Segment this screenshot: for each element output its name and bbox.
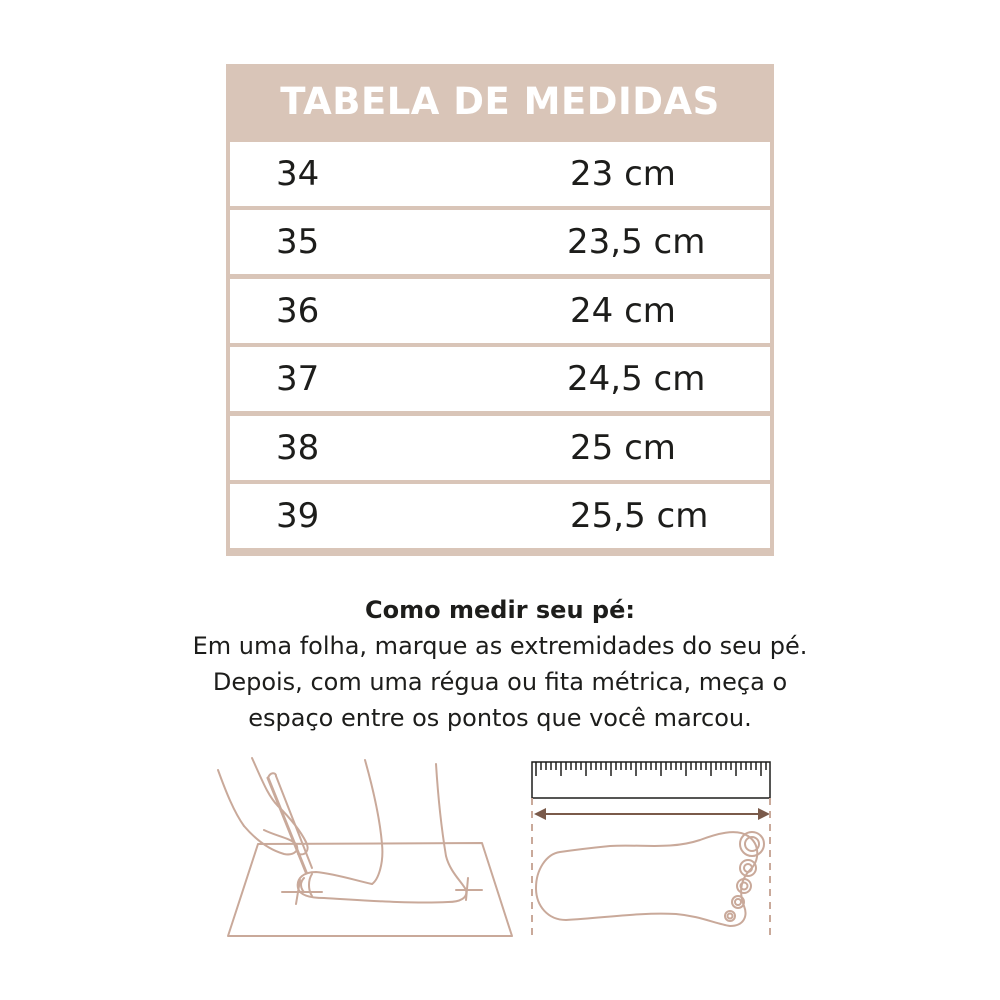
table-row <box>230 347 770 411</box>
instructions-line: espaço entre os pontos que você marcou. <box>248 704 752 732</box>
length-cell: 23,5 cm <box>567 222 706 262</box>
measuring-instructions <box>100 592 900 736</box>
table-row <box>230 416 770 480</box>
table-row <box>230 484 770 548</box>
table-row <box>230 279 770 343</box>
toe-print <box>737 879 751 893</box>
arm-outline <box>218 770 244 826</box>
length-cell: 25 cm <box>570 428 676 468</box>
toe-print <box>735 899 741 905</box>
size-cell: 38 <box>276 428 320 468</box>
ruler-icon <box>532 762 770 798</box>
ruler-ticks <box>536 762 766 776</box>
arrow-right <box>758 808 770 820</box>
how-to-measure-illustration <box>0 740 1000 970</box>
size-cell: 35 <box>276 222 320 262</box>
table-header <box>226 64 774 138</box>
instructions-line: Depois, com uma régua ou fita métrica, meça o <box>212 668 788 696</box>
foot-outline <box>536 832 757 926</box>
table-title: TABELA DE MEDIDAS <box>280 79 720 123</box>
pen <box>268 778 306 872</box>
toe-line <box>301 878 304 892</box>
heel-outline <box>436 764 466 902</box>
length-cell: 24 cm <box>570 291 676 331</box>
size-cell: 39 <box>276 496 320 536</box>
size-cell: 36 <box>276 291 320 331</box>
pen <box>268 773 276 778</box>
arrow-left <box>534 808 546 820</box>
sole-outline <box>324 898 448 903</box>
instructions-title: Como medir seu pé: <box>365 596 635 624</box>
toe-print <box>740 832 764 856</box>
arm-outline <box>252 758 278 806</box>
instructions-line: Em uma folha, marque as extremidades do seu pé. <box>192 632 808 660</box>
footprint-icon <box>536 832 764 926</box>
length-cell: 24,5 cm <box>567 359 706 399</box>
toe-print <box>728 914 733 919</box>
length-cell: 23 cm <box>570 154 676 194</box>
foot-marking-illustration <box>218 758 512 936</box>
size-cell: 34 <box>276 154 320 194</box>
size-table <box>226 64 774 556</box>
size-cell: 37 <box>276 359 320 399</box>
table-row <box>230 142 770 206</box>
leg-outline <box>365 760 382 884</box>
table-row <box>230 210 770 274</box>
length-cell: 25,5 cm <box>570 496 709 536</box>
